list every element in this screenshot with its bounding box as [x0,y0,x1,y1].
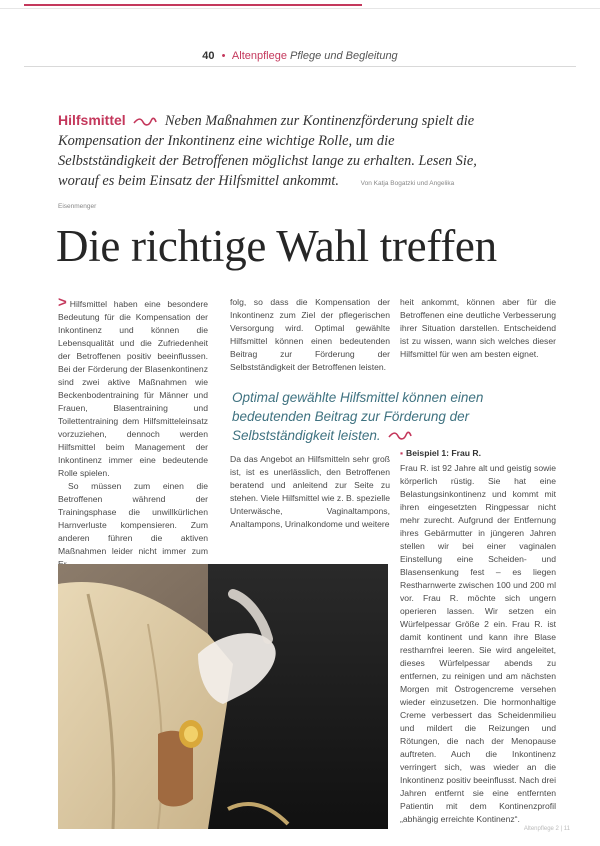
header-rule [24,66,576,67]
col1-para2: So müssen zum einen die Betroffenen während der Trainingsphase die unwillkürlichen Harnverluste kompensieren. Zum anderen führen die aktiven Maßnahmen leider nicht immer zum [58,481,208,556]
pull-quote-text: Optimal gewählte Hilfsmittel können einen bedeutenden Beitrag zur Förderung der Selbstständigkeit leisten. [232,390,484,443]
article-photo [58,564,388,829]
column-2-top [230,296,390,374]
intro-author: Von Katja Bogatzki und Angelika Eisenmenger [58,180,455,210]
page-number: 40 [202,50,215,62]
col1-para1: Hilfsmittel haben eine besondere Bedeutung für die Kompensation der Inkontinenz und können die Lebensqualität und die Zufriedenheit der Betroffenen positiv beeinflussen. Bei der Förderung der Blasenkontinenz sind zwei aktive Maßnahmen wie Beckenbodentraining für Männer und Frauen, Blasentraining und Toilettentraining dem Hilfsmitteleinsatz vorzuziehen, dennoch werden Hilfsmittel beim Management der Inkontinenz immer eine bedeutende Rolle spielen. [58,299,208,478]
photo-illustration [58,564,388,829]
top-rule [0,8,600,9]
intro-text: Neben Maßnahmen zur Kontinenzförderung spielt die Kompensation der Inkontinenz eine wichtige Rolle, um die Selbstständigkeit der Betroffenen möglichst lange zu erhalten. Lesen Sie, worauf es beim Einsatz der Hilfsmittel ankommt. [58,113,477,189]
header-separator: • [221,50,226,62]
squiggle-icon [133,117,157,127]
column-3-top [400,296,556,361]
col3-bottom-text: Frau R. ist 92 Jahre alt und geistig sowie körperlich rüstig. Sie hat eine Belastungsinkontinenz und kommt mit ihren eingesetzten Ringpessar nicht mehr zurecht. Aufgrund der Entfernung ihres Gebärmutter in jüngeren Jahren stellen wir bei einer vaginalen Einstellung eine Scheiden- und Blasensenkung fest – es liegen Restharnwerte zwischen 100 und 200 ml vor. Frau R. möchte sich ungern operieren lassen. Wir setzen ein Würfelpessar Größe 2 ein. Frau R. ist damit kontinent und kann ihre Blase restharnfrei leeren. Sie wird angeleitet, dieses Würfelpessar abends zu entfernen, zu reinigen und am nächsten Morgen mit Östrogencreme versehen wieder einzusetzen. Die hormonhaltige Creme verbessert das Scheidenmilieu und mildert die Reizungen und Rötungen, die nach der Menopause auftreten. Auch die Inkontinenz verringert sich, was wieder an die Inkontinenz positiv beeinflusst. Nach drei Jahren entfernt sie eine entfernten Patientin mit dem Kontinenzprofil „abhängig erreichte Kontinenz“. [400,463,556,824]
intro-lead [58,110,488,217]
col2-bottom-text: Da das Angebot an Hilfsmitteln sehr groß ist, ist es unerlässlich, den Betroffenen beratend und anleitend zur Seite zu stehen. Viele Hilfsmittel wie z. B. spezielle Unterwäsche, Vaginaltampons, Analtampons, Urinalkondome und weitere [230,454,390,529]
column-3-bottom [400,447,556,826]
article-title: Die richtige Wahl treffen [56,221,497,271]
header-subtitle: Pflege und Begleitung [290,50,398,62]
col2-top-text: folg, so dass die Kompensation der Inkontinenz zum Ziel der pflegerischen Versorgung wird. Optimal gewählte Hilfsmittel können einen bedeutenden Beitrag zur Förderung der Selbstständigkeit der Betroffenen leisten. [230,297,390,372]
col3-top-text: heit ankommt, können aber für die Betroffenen eine deutliche Verbesserung ihrer Situation darstellen. Entscheidend ist zu wissen, wann sich welches dieser Hilfsmittel für wen am besten eignet. [400,297,556,359]
top-accent-rule [24,4,362,6]
intro-kicker: Hilfsmittel [58,112,126,128]
column-1 [58,296,208,571]
pull-quote [232,388,562,445]
running-header [0,50,600,62]
squiggle-icon [388,431,412,441]
chevron-right-icon: > [58,294,67,311]
bullet-icon: ▪ [400,448,404,458]
page-footer: Altenpflege 2 | 11 [523,826,570,832]
column-2-bottom [230,453,390,531]
header-section: Altenpflege [231,50,287,62]
case-label: Beispiel 1: Frau R. [406,448,482,458]
